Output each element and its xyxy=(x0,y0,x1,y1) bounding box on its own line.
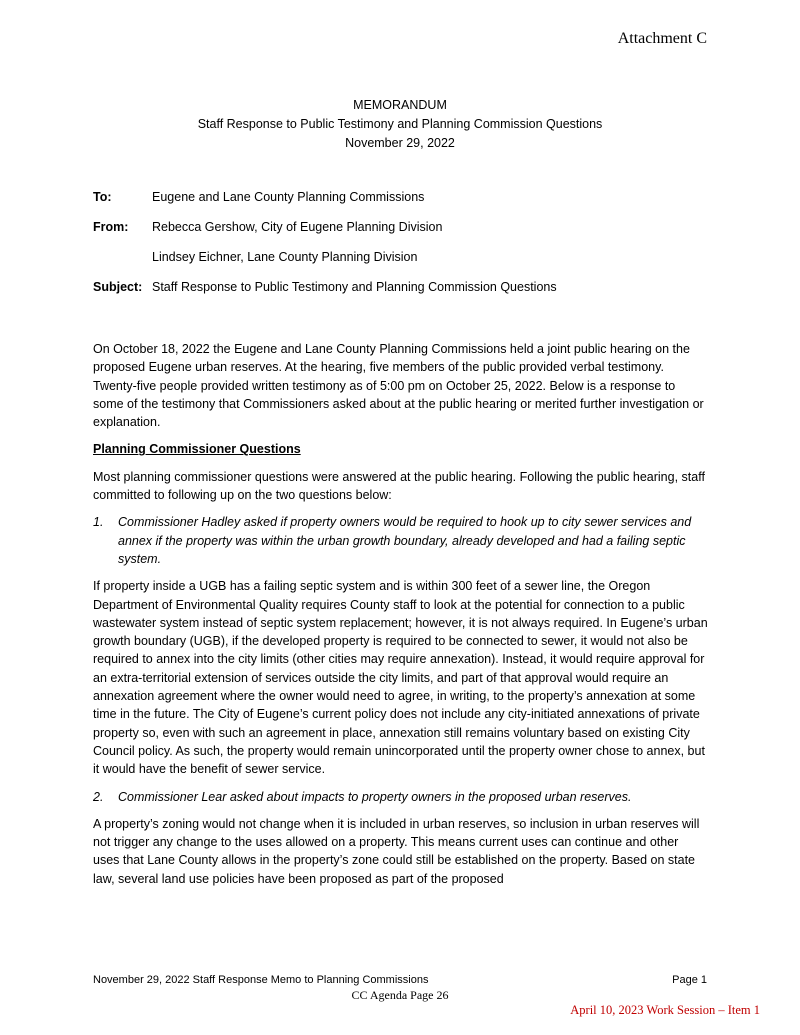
subject-label: Subject: xyxy=(93,280,143,294)
memo-date: November 29, 2022 xyxy=(345,136,455,150)
question-2 xyxy=(93,788,708,806)
footer-page: Page 1 xyxy=(672,974,707,986)
from-value-2: Lindsey Eichner, Lane County Planning Division xyxy=(152,250,418,264)
section-heading: Planning Commissioner Questions xyxy=(93,442,301,457)
to-row xyxy=(93,190,557,220)
answer-1: If property inside a UGB has a failing septic system and is within 300 feet of a sewer line, the Oregon Department of Environmental Quality requires County staff to look at the potential for connection to a public wastewater system instead of septic system replacement; however, it is not always required. In Eugene’s urban growth boundary (UGB), if the developed property is required to be connected to sewer, it would not also be required to annex into the city limits (other cities may require annexation). Instead, it would require approval for an extra-territorial extension of services outside the city limits, and part of that approval would require an annexation agreement where the owner would need to agree, in writing, to the property’s annexation at some time in the future. The City of Eugene’s current policy does not include any city-initiated annexations of private property so, even with such an agreement in place, annexation still remains voluntary based on existing City Council policy. As such, the property would remain unincorporated until the property owner chose to annex, but it would have the benefit of sewer service. xyxy=(93,579,708,777)
question-2-number: 2. xyxy=(93,789,104,804)
question-1 xyxy=(93,513,708,568)
from-row-2 xyxy=(93,250,557,280)
question-1-number: 1. xyxy=(93,515,104,530)
memo-body xyxy=(93,340,708,897)
footer-left: November 29, 2022 Staff Response Memo to Planning Commissions xyxy=(93,974,429,986)
footer-agenda-page: CC Agenda Page 26 xyxy=(351,988,449,1002)
memo-heading xyxy=(0,96,800,153)
footer-work-session: April 10, 2023 Work Session – Item 1 xyxy=(570,1003,760,1017)
from-value-1: Rebecca Gershow, City of Eugene Planning Division xyxy=(152,220,443,234)
to-label: To: xyxy=(93,190,112,204)
from-row xyxy=(93,220,557,250)
intro-paragraph: On October 18, 2022 the Eugene and Lane County Planning Commissions held a joint public hearing on the proposed Eugene urban reserves. At the hearing, five members of the public provided verbal testimony. Twenty-five people provided written testimony as of 5:00 pm on October 25, 2022. Below is a response to some of the testimony that Commissioners asked about at the public hearing or merited further investigation or explanation. xyxy=(93,342,704,430)
question-2-text: Commissioner Lear asked about impacts to property owners in the proposed urban reserves. xyxy=(118,789,632,804)
memo-header-fields xyxy=(93,190,557,310)
memo-title: MEMORANDUM xyxy=(353,98,447,112)
from-label: From: xyxy=(93,220,129,234)
question-1-text: Commissioner Hadley asked if property owners would be required to hook up to city sewer services and annex if the property was within the urban growth boundary, already developed and had a failing septic system. xyxy=(118,515,692,566)
answer-2: A property’s zoning would not change when it is included in urban reserves, so inclusion in urban reserves will not trigger any change to the uses allowed on a property. This means current uses can continue and other uses that Lane County allows in the property’s zone could still be established on the property. Based on state law, several land use policies have been proposed as part of the proposed xyxy=(93,816,700,886)
memo-subtitle: Staff Response to Public Testimony and Planning Commission Questions xyxy=(197,117,603,131)
subject-row xyxy=(93,280,557,310)
subject-value: Staff Response to Public Testimony and Planning Commission Questions xyxy=(152,280,557,294)
to-value: Eugene and Lane County Planning Commissions xyxy=(152,190,425,204)
attachment-label: Attachment C xyxy=(617,30,707,47)
section-intro: Most planning commissioner questions were answered at the public hearing. Following the public hearing, staff committed to following up on the two questions below: xyxy=(93,469,705,503)
